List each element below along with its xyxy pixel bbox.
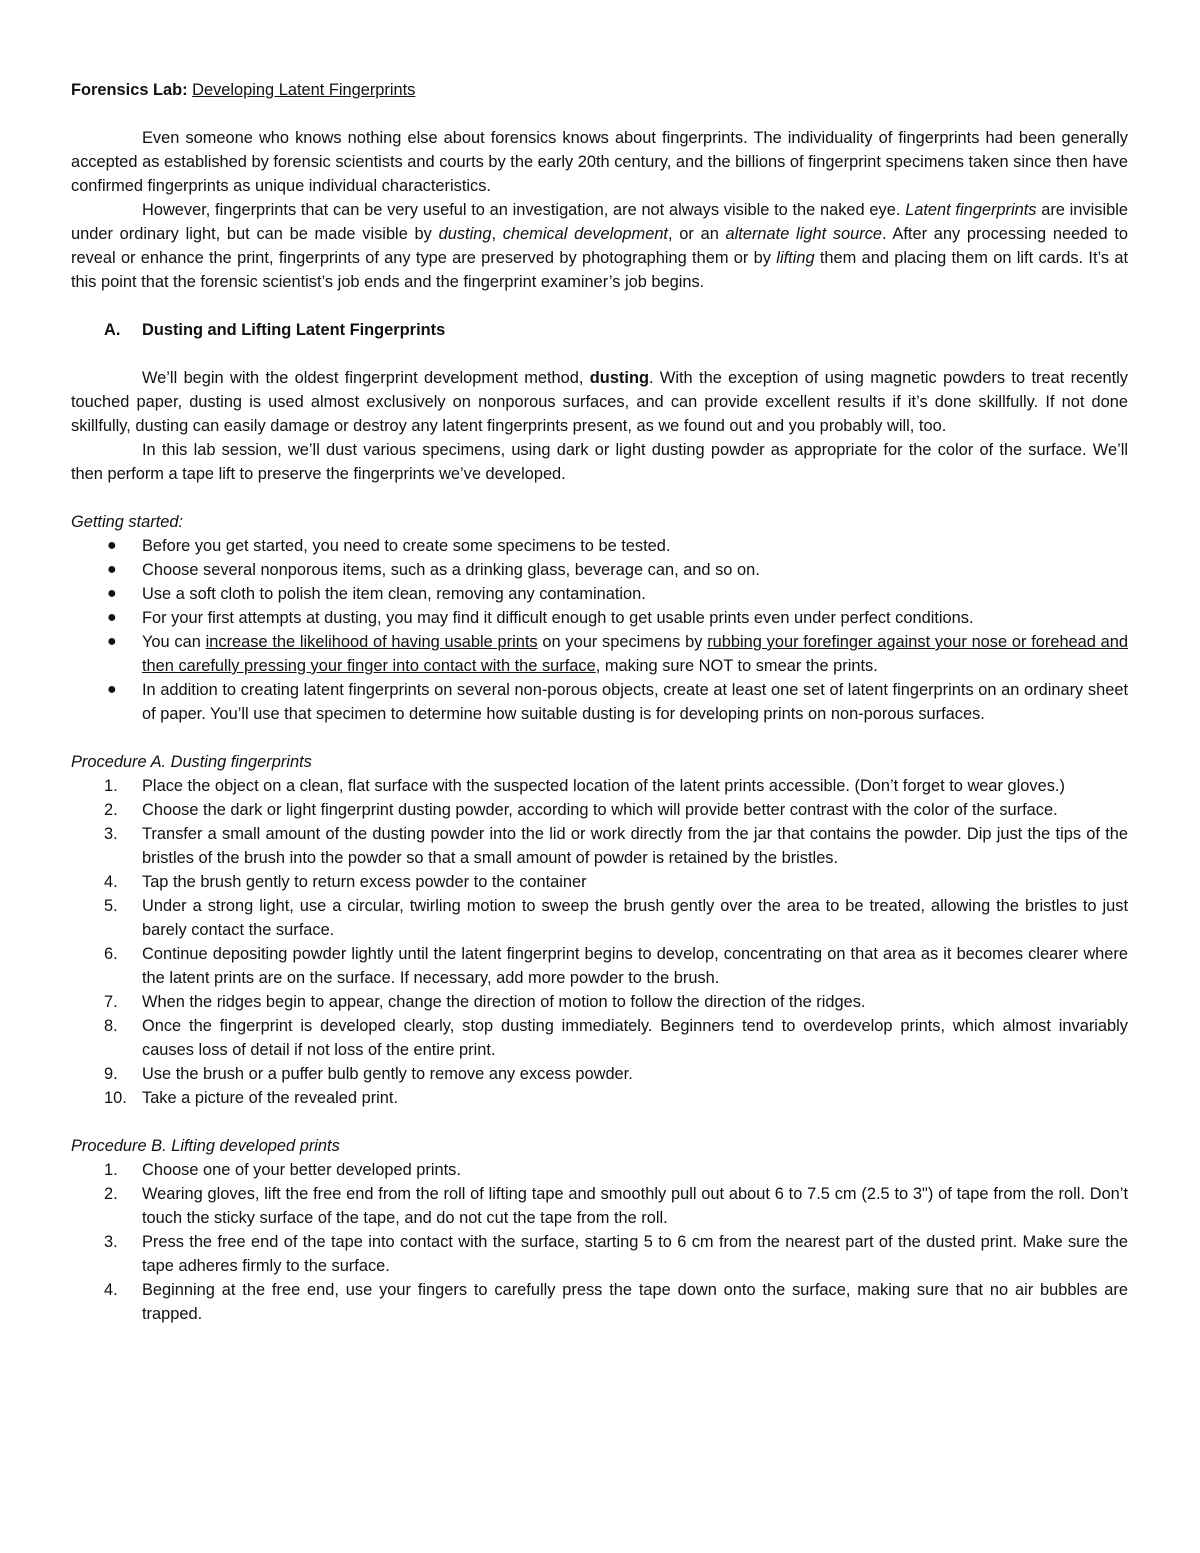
step-text: Take a picture of the revealed print. (142, 1089, 399, 1107)
list-item (71, 894, 1128, 942)
step-number: 6. (104, 945, 118, 963)
section-a-title: Dusting and Lifting Latent Fingerprints (142, 321, 446, 339)
list-item (71, 1014, 1128, 1062)
bullet-text: on your specimens by (542, 633, 703, 651)
list-item (71, 1230, 1128, 1278)
section-a-paragraph-1 (71, 366, 1128, 438)
step-number: 4. (104, 1281, 118, 1299)
bullet-text: In addition to creating latent fingerprints on several non-porous objects, create at least one set of latent fingerprints on an ordinary sheet of paper. You’ll use that specimen to determine how suitable dusting is for developing prints on non-porous surfaces. (142, 681, 1128, 723)
bullet-text: For your first attempts at dusting, you may find it difficult enough to get usable prints even under perfect conditions. (142, 609, 974, 627)
step-number: 1. (104, 1161, 118, 1179)
term-dusting: dusting (438, 225, 492, 243)
intro-p2-text-b: are invisible under ordinary light, but can be made visible by (71, 201, 1128, 243)
bullet-icon: ● (107, 561, 117, 578)
document-title (71, 78, 1128, 102)
bullet-text: Before you get started, you need to create some specimens to be tested. (142, 537, 671, 555)
step-text: Tap the brush gently to return excess powder to the container (142, 873, 587, 891)
bullet-icon: ● (107, 633, 117, 650)
list-item (71, 558, 1128, 582)
list-item (71, 990, 1128, 1014)
list-item (71, 1182, 1128, 1230)
term-dusting-bold: dusting (589, 369, 649, 387)
step-text: Wearing gloves, lift the free end from the roll of lifting tape and smoothly pull out about 6 to 7.5 cm (2.5 to 3") of tape from the roll. Don’t touch the sticky surface of the tape, and do not cut the tape from the roll. (142, 1185, 1128, 1227)
bullet-icon: ● (107, 609, 117, 626)
title-lead: Forensics Lab: (71, 81, 188, 99)
bullet-icon: ● (107, 681, 117, 698)
term-latent-fingerprints: Latent fingerprints (905, 201, 1037, 219)
step-text: Press the free end of the tape into contact with the surface, starting 5 to 6 cm from the nearest part of the dusted print. Make sure the tape adheres firmly to the surface. (142, 1233, 1128, 1275)
procedure-b-steps (71, 1158, 1128, 1326)
procedure-a-heading: Procedure A. Dusting fingerprints (71, 753, 312, 771)
bullet-text: Choose several nonporous items, such as a drinking glass, beverage can, and so on. (142, 561, 760, 579)
term-lifting: lifting (776, 249, 815, 267)
step-text: Beginning at the free end, use your fingers to carefully press the tape down onto the surface, making sure that no air bubbles are trapped. (142, 1281, 1128, 1323)
list-item (71, 798, 1128, 822)
bullet-text: Use a soft cloth to polish the item clean, removing any contamination. (142, 585, 646, 603)
list-item (71, 1278, 1128, 1326)
list-item (71, 942, 1128, 990)
term-alternate-light-source: alternate light source (725, 225, 883, 243)
list-item (71, 822, 1128, 870)
bullet-icon: ● (107, 585, 117, 602)
list-item (71, 870, 1128, 894)
bullet-text: , making sure NOT to smear the prints. (595, 657, 878, 675)
term-chemical-development: chemical development (502, 225, 668, 243)
section-a-heading (71, 318, 1128, 342)
step-text: Choose one of your better developed prints. (142, 1161, 461, 1179)
step-text: When the ridges begin to appear, change the direction of motion to follow the direction of the ridges. (142, 993, 866, 1011)
step-number: 5. (104, 897, 118, 915)
section-a-paragraph-2: In this lab session, we’ll dust various specimens, using dark or light dusting powder as appropriate for the color of the surface. We’ll then perform a tape lift to preserve the fingerprints we’ve developed. (71, 441, 1128, 483)
list-item (71, 582, 1128, 606)
step-text: Use the brush or a puffer bulb gently to remove any excess powder. (142, 1065, 633, 1083)
list-item (71, 1062, 1128, 1086)
title-topic: Developing Latent Fingerprints (192, 81, 416, 99)
list-item (71, 1086, 1128, 1110)
section-a-p1-text-b: . With the exception of using magnetic powders to treat recently touched paper, dusting is used almost exclusively on nonporous surfaces, and can provide excellent results if it’s done skillfully. If not done skillfully, dusting can easily damage or destroy any latent fingerprints present, as we found out and you probably will, too. (71, 369, 1128, 435)
procedure-a-steps (71, 774, 1128, 1110)
intro-p2-text-c: . After any processing needed to reveal or enhance the print, fingerprints of any type are preserved by photographing them or by (71, 225, 1128, 267)
step-text: Under a strong light, use a circular, twirling motion to sweep the brush gently over the area to be treated, allowing the bristles to just barely contact the surface. (142, 897, 1128, 939)
step-number: 7. (104, 993, 118, 1011)
step-number: 2. (104, 801, 118, 819)
intro-p2-text-or: , or an (668, 225, 719, 243)
list-item (71, 534, 1128, 558)
step-number: 9. (104, 1065, 118, 1083)
step-number: 2. (104, 1185, 118, 1203)
list-item (71, 606, 1128, 630)
intro-paragraph-1: Even someone who knows nothing else about forensics knows about fingerprints. The individuality of fingerprints had been generally accepted as established by forensic scientists and courts by the early 20th century, and the billions of fingerprint specimens taken since then have confirmed fingerprints as unique individual characteristics. (71, 129, 1128, 195)
list-item (71, 774, 1128, 798)
underlined-phrase: increase the likelihood of having usable prints (205, 633, 538, 651)
procedure-b-heading: Procedure B. Lifting developed prints (71, 1137, 340, 1155)
intro-paragraph-2: However, fingerprints that can be very useful to an investigation, are not always visible to the naked eye. Latent fingerprints are invisible under ordinary light, but can be made visible by dusting, chemical development, or an alternate light source. After any processing needed to reveal or enhance the print, fingerprints of any type are preserved by photographing them or by lifting them and placing them on lift cards. It’s at this point that the forensic scientist’s job ends and the fingerprint examiner’s job begins. (71, 201, 1129, 291)
section-a-letter: A. (104, 321, 121, 339)
getting-started-heading: Getting started: (71, 513, 184, 531)
step-number: 3. (104, 825, 118, 843)
step-text: Place the object on a clean, flat surface with the suspected location of the latent prints accessible. (Don’t forget to wear gloves.) (142, 777, 1065, 795)
intro-p2-text-d: them and placing them on lift cards. It’s at this point that the forensic scientist’s job ends and the fingerprint examiner’s job begins. (71, 249, 1129, 291)
step-text: Continue depositing powder lightly until the latent fingerprint begins to develop, concentrating on that area as it becomes clearer where the latent prints are on the surface. If necessary, add more powder to the brush. (142, 945, 1128, 987)
list-item (71, 1158, 1128, 1182)
bullet-text: You can (142, 633, 201, 651)
step-number: 10. (104, 1089, 127, 1107)
step-number: 4. (104, 873, 118, 891)
intro-p2-text-a: However, fingerprints that can be very useful to an investigation, are not always visible to the naked eye. (142, 201, 901, 219)
list-item (71, 630, 1128, 678)
bullet-icon: ● (107, 537, 117, 554)
step-number: 1. (104, 777, 118, 795)
step-text: Once the fingerprint is developed clearly, stop dusting immediately. Beginners tend to overdevelop prints, which almost invariably causes loss of detail if not loss of the entire print. (142, 1017, 1128, 1059)
step-text: Transfer a small amount of the dusting powder into the lid or work directly from the jar that contains the powder. Dip just the tips of the bristles of the brush into the powder so that a small amount of powder is retained by the bristles. (142, 825, 1128, 867)
underlined-phrase: rubbing your forefinger against your nose or forehead and then carefully pressing your finger into contact with the surface (142, 633, 1129, 675)
step-number: 8. (104, 1017, 118, 1035)
step-number: 3. (104, 1233, 118, 1251)
getting-started-list (71, 534, 1128, 726)
section-a-p1-text-a: We’ll begin with the oldest fingerprint development method, (142, 369, 584, 387)
list-item (71, 678, 1128, 726)
step-text: Choose the dark or light fingerprint dusting powder, according to which will provide better contrast with the color of the surface. (142, 801, 1058, 819)
